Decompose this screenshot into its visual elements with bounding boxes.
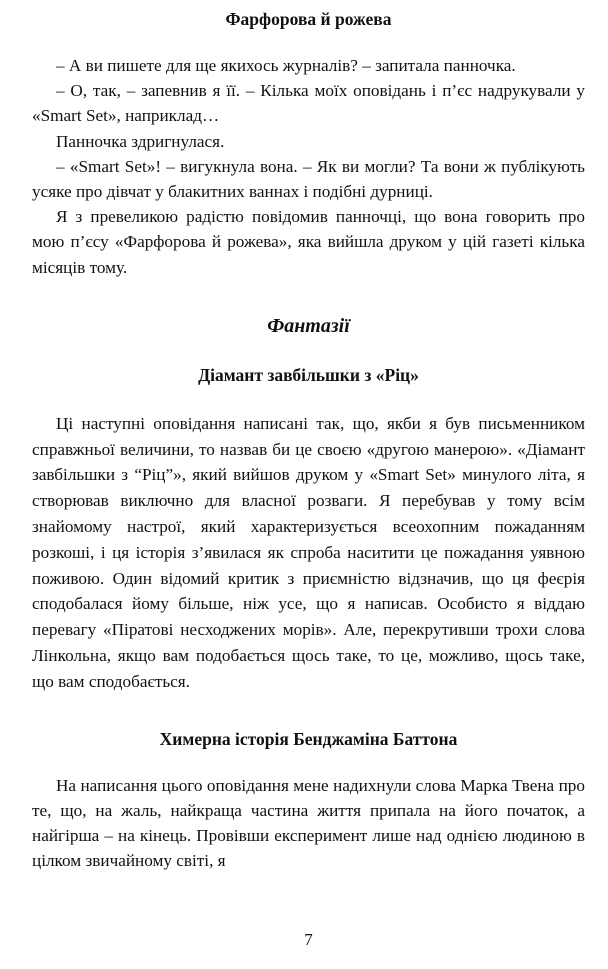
section-title: Діамант завбільшки з «Ріц» [198,364,419,385]
book-page [32,8,585,963]
section-fantasies [32,313,585,695]
section-title: Фарфорова й рожева [225,9,392,29]
paragraph: – «Smart Set»! – вигукнула вона. – Як ви могли? Та вони ж публікують усяке про дівчат у блакитних ваннах і подібні дурниці. [32,156,585,202]
paragraph: На написання цього оповідання мене надихнули слова Марка Твена про те, що, на жаль, найкраща частина життя припала на його початок, а найгірша – на кінець. Провівши експеримент лише над однією людиною в цілком звичайному світі, я [32,775,585,871]
chapter-heading: Фантазії [267,314,350,337]
paragraph: – А ви пишете для ще якихось журналів? – запитала панночка. [56,56,516,75]
paragraph: Я з превеликою радістю повідомив панночці, що вона говорить про мою п’єсу «Фарфорова й рожева», яка вийшла друком у цій газеті кілька місяців тому. [32,207,585,277]
page-number: 7 [304,930,313,949]
paragraph: Панночка здригнулася. [56,131,225,151]
paragraph: – О, так, – запевнив я її. – Кілька моїх оповідань і п’єс надрукували у «Smart Set», наприклад… [32,81,585,126]
paragraph: Ці наступні оповідання написані так, що, якби я був письменником справжньої величини, то назвав би це своєю «другою манерою». «Діамант завбільшки з “Ріц”», який вийшов друком у «Smart Set» минулого літа, я створював виключно для власної розваги. Я перебував у тому всім знайомому настрої, який характеризується всеохопним пожаданням розкоші, і ця історія з’явилася як спроба наситити це пожадання уявною поживою. Один відомий критик з приємністю відзначив, що ця феєрія сподобалася йому більше, ніж усе, що я написав. Особисто я віддаю перевагу «Піратові несходжених морів». Але, перекрутивши трохи слова Лінкольна, якщо вам подобається щось таке, то це, можливо, щось таке, що вам сподобається. [32,413,585,691]
section-benjamin-button [32,728,585,874]
section-title: Химерна історія Бенджаміна Баттона [159,728,458,749]
section-china-and-pink [32,8,585,280]
